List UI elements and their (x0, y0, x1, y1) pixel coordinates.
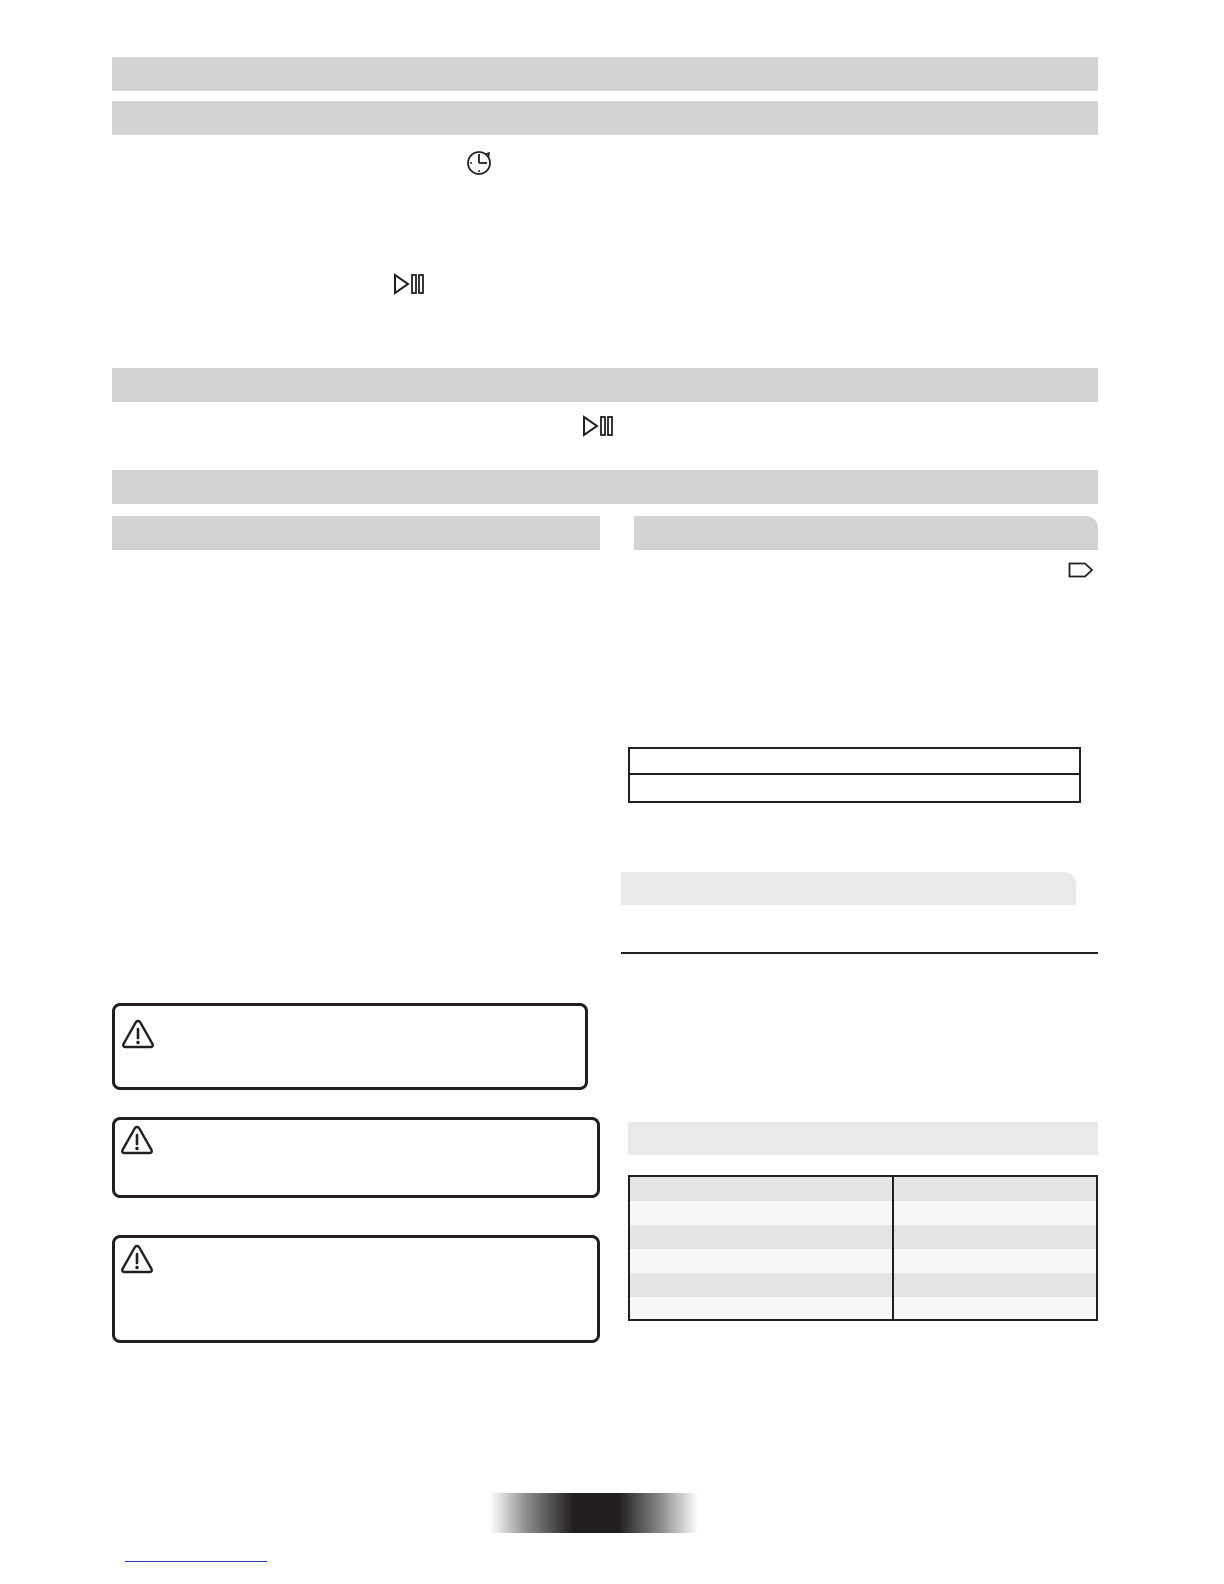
right-subsection-header-bar (621, 872, 1076, 905)
info-table (628, 747, 1081, 803)
clock-timer-icon (465, 149, 493, 177)
tag-icon (1068, 562, 1094, 578)
section-header-bar-3 (112, 368, 1098, 402)
right-column-header-bar (634, 516, 1098, 550)
section-header-bar-4 (112, 470, 1098, 504)
spec-table-header-bar (628, 1122, 1098, 1155)
warning-icon (120, 1124, 154, 1156)
left-column-header-bar (112, 516, 600, 550)
table-value-column (894, 1201, 1096, 1297)
warning-box (112, 1003, 588, 1090)
spec-table (628, 1175, 1098, 1321)
info-table-row (630, 775, 1079, 801)
footer-link[interactable] (125, 1550, 267, 1562)
section-header-bar-1 (112, 57, 1098, 91)
warning-icon (120, 1243, 154, 1275)
start-pause-icon (582, 414, 618, 438)
warning-box (112, 1117, 600, 1198)
divider-line (621, 952, 1098, 954)
start-pause-icon (393, 272, 429, 296)
warning-box (112, 1235, 600, 1343)
table-row (630, 1297, 1096, 1319)
warning-icon (121, 1018, 155, 1050)
page-number-tab (490, 1493, 698, 1533)
info-table-row (630, 749, 1079, 775)
table-row (630, 1177, 1096, 1202)
section-header-bar-2 (112, 101, 1098, 135)
